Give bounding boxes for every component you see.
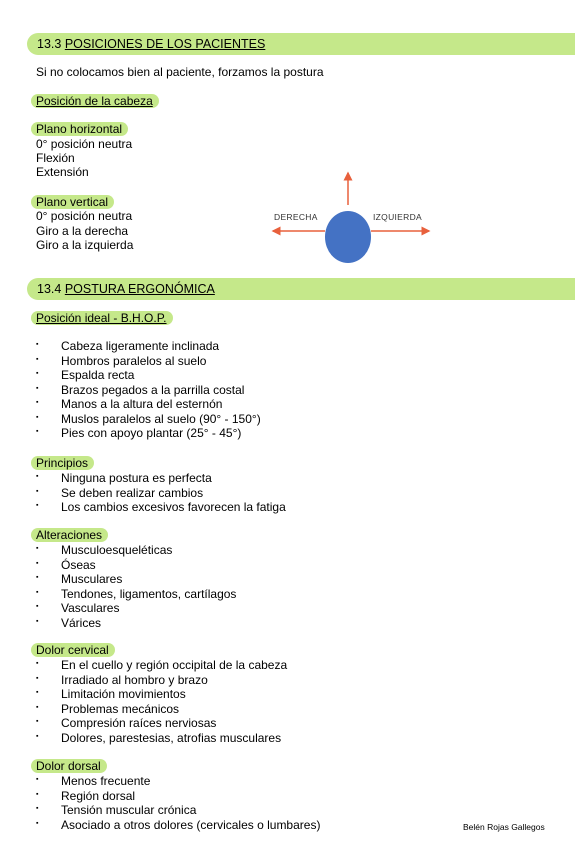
alteraciones-list	[36, 543, 236, 630]
subheading-posicion-cabeza: Posición de la cabeza	[31, 94, 159, 108]
list-item: ▪ Los cambios excesivos favorecen la fatiga	[36, 500, 286, 515]
list-item: ▪ Espalda recta	[36, 368, 261, 383]
plano-vertical-line: Giro a la izquierda	[36, 238, 134, 252]
section-number: 13.3 POSICIONES DE LOS PACIENTES	[37, 37, 266, 51]
plano-vertical-line: 0° posición neutra	[36, 209, 133, 223]
list-item: ▪ Cabeza ligeramente inclinada	[36, 339, 261, 354]
ideal-list	[36, 339, 261, 441]
section-title: POSTURA ERGONÓMICA	[64, 282, 215, 296]
subheading-plano-horizontal: Plano horizontal	[31, 122, 128, 136]
subheading-posicion-ideal: Posición ideal - B.H.O.P.	[31, 311, 173, 325]
list-item: ▪ Tensión muscular crónica	[36, 803, 320, 818]
list-item: ▪ Compresión raíces nerviosas	[36, 716, 287, 731]
list-item: ▪ Ninguna postura es perfecta	[36, 471, 286, 486]
label-derecha: DERECHA	[274, 212, 318, 222]
list-item: ▪ Región dorsal	[36, 789, 320, 804]
dorsal-list	[36, 774, 320, 832]
plano-horizontal-line: Flexión	[36, 151, 75, 165]
list-item: ▪ Tendones, ligamentos, cartílagos	[36, 587, 236, 602]
section-header-13-3	[27, 33, 575, 55]
intro-text: Si no colocamos bien al paciente, forzamos la postura	[36, 65, 324, 79]
section-title: POSICIONES DE LOS PACIENTES	[64, 37, 266, 51]
list-item: ▪ Irradiado al hombro y brazo	[36, 673, 287, 688]
plano-vertical-line: Giro a la derecha	[36, 224, 129, 238]
list-item: ▪ Óseas	[36, 558, 236, 573]
list-item: ▪ Se deben realizar cambios	[36, 486, 286, 501]
list-item: ▪ Brazos pegados a la parrilla costal	[36, 383, 261, 398]
cervical-list	[36, 658, 287, 745]
list-item: ▪ Musculares	[36, 572, 236, 587]
plano-horizontal-line: 0° posición neutra	[36, 137, 133, 151]
section-header-13-4	[27, 278, 575, 300]
list-item: ▪ Menos frecuente	[36, 774, 320, 789]
list-item: ▪ Pies con apoyo plantar (25° - 45°)	[36, 426, 261, 441]
subheading-plano-vertical: Plano vertical	[31, 195, 114, 209]
section-number: 13.4 POSTURA ERGONÓMICA	[37, 282, 215, 296]
list-item: ▪ Dolores, parestesias, atrofias musculares	[36, 731, 287, 746]
list-item: ▪ Manos a la altura del esternón	[36, 397, 261, 412]
subheading-principios: Principios	[31, 456, 94, 470]
list-item: ▪ Várices	[36, 616, 236, 631]
list-item: ▪ Muslos paralelos al suelo (90° - 150°)	[36, 412, 261, 427]
head-circle	[325, 211, 371, 263]
list-item: ▪ Vasculares	[36, 601, 236, 616]
principios-list	[36, 471, 286, 515]
list-item: ▪ Hombros paralelos al suelo	[36, 354, 261, 369]
list-item: ▪ En el cuello y región occipital de la cabeza	[36, 658, 287, 673]
list-item: ▪ Musculoesqueléticas	[36, 543, 236, 558]
subheading-dolor-dorsal: Dolor dorsal	[31, 759, 107, 773]
subheading-alteraciones: Alteraciones	[31, 528, 108, 542]
list-item: ▪ Asociado a otros dolores (cervicales o lumbares)	[36, 818, 320, 833]
author-signature: Belén Rojas Gallegos	[463, 822, 545, 832]
list-item: ▪ Problemas mecánicos	[36, 702, 287, 717]
label-izquierda: IZQUIERDA	[373, 212, 422, 222]
list-item: ▪ Limitación movimientos	[36, 687, 287, 702]
subheading-dolor-cervical: Dolor cervical	[31, 643, 115, 657]
plano-horizontal-line: Extensión	[36, 165, 89, 179]
